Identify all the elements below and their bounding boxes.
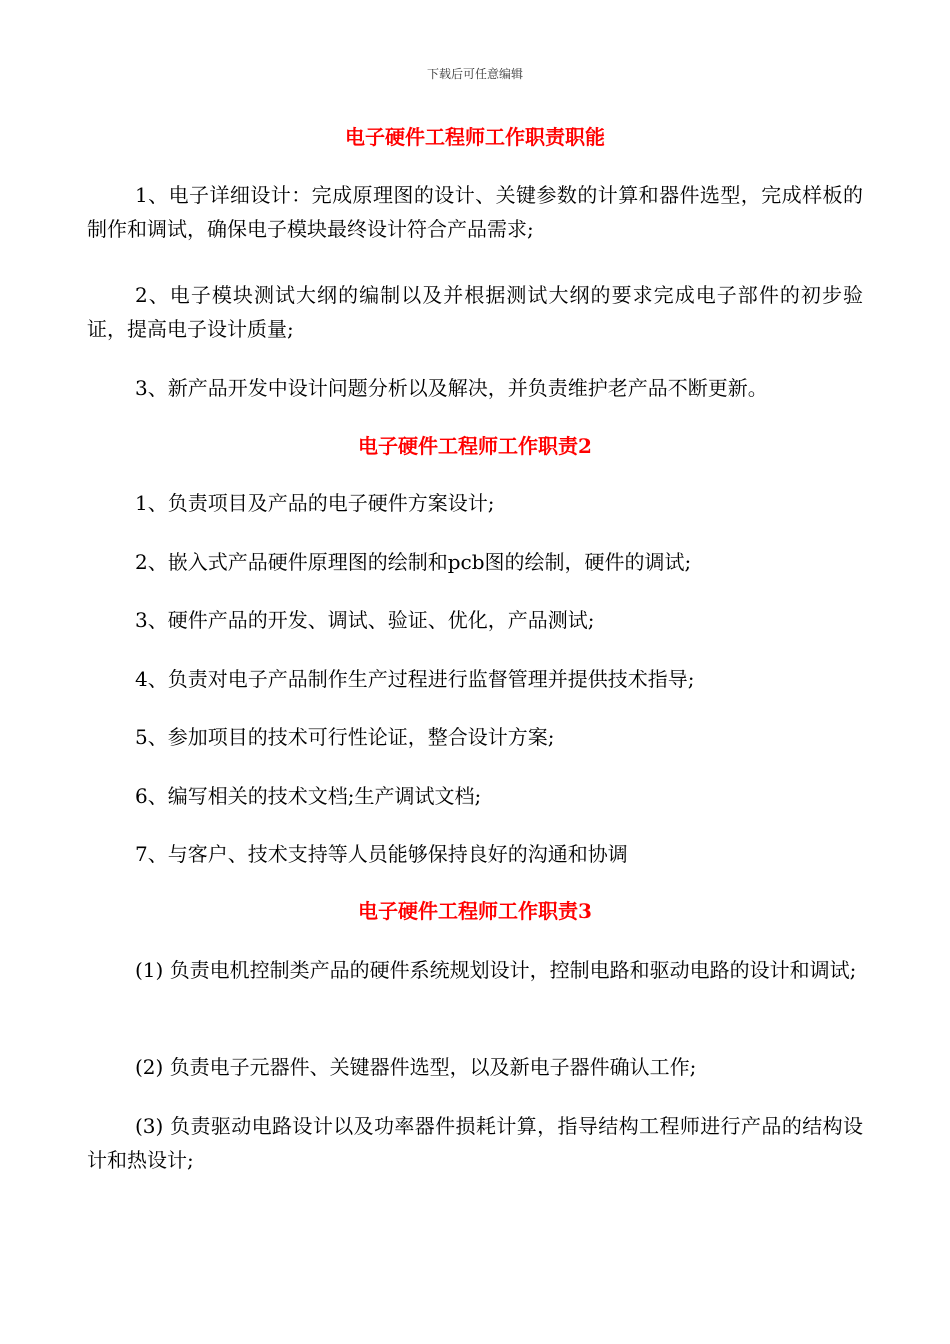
section-3-title: 电子硬件工程师工作职责3 xyxy=(358,899,592,923)
section-2-item-5: 5、参加项目的技术可行性论证，整合设计方案; xyxy=(135,725,555,749)
section-1-item-2: 2、电子模块测试大纲的编制以及并根据测试大纲的要求完成电子部件的初步验证，提高电子设计质量; xyxy=(87,283,863,341)
section-2-item-6: 6、编写相关的技术文档;生产调试文档; xyxy=(135,784,482,808)
section-2-item-1: 1、负责项目及产品的电子硬件方案设计; xyxy=(135,491,495,515)
section-2-item-4: 4、负责对电子产品制作生产过程进行监督管理并提供技术指导; xyxy=(135,667,695,691)
section-2-item-7: 7、与客户、技术支持等人员能够保持良好的沟通和协调 xyxy=(135,842,628,866)
section-3-item-3: (3) 负责驱动电路设计以及功率器件损耗计算，指导结构工程师进行产品的结构设计和热设计; xyxy=(87,1114,863,1172)
page-header-note: 下载后可任意编辑 xyxy=(426,67,523,81)
section-3-item-2: (2) 负责电子元器件、关键器件选型，以及新电子器件确认工作; xyxy=(135,1055,697,1079)
section-1-item-1: 1、电子详细设计：完成原理图的设计、关键参数的计算和器件选型，完成样板的制作和调试，确保电子模块最终设计符合产品需求; xyxy=(87,183,863,241)
section-2-title: 电子硬件工程师工作职责2 xyxy=(358,434,592,458)
section-3-item-1: (1) 负责电机控制类产品的硬件系统规划设计，控制电路和驱动电路的设计和调试; xyxy=(135,958,857,982)
section-1-title: 电子硬件工程师工作职责职能 xyxy=(345,125,605,149)
section-2-item-2: 2、嵌入式产品硬件原理图的绘制和pcb图的绘制，硬件的调试; xyxy=(135,550,692,574)
section-2-item-3: 3、硬件产品的开发、调试、验证、优化，产品测试; xyxy=(135,608,595,632)
section-1-item-3: 3、新产品开发中设计问题分析以及解决，并负责维护老产品不断更新。 xyxy=(135,376,768,400)
